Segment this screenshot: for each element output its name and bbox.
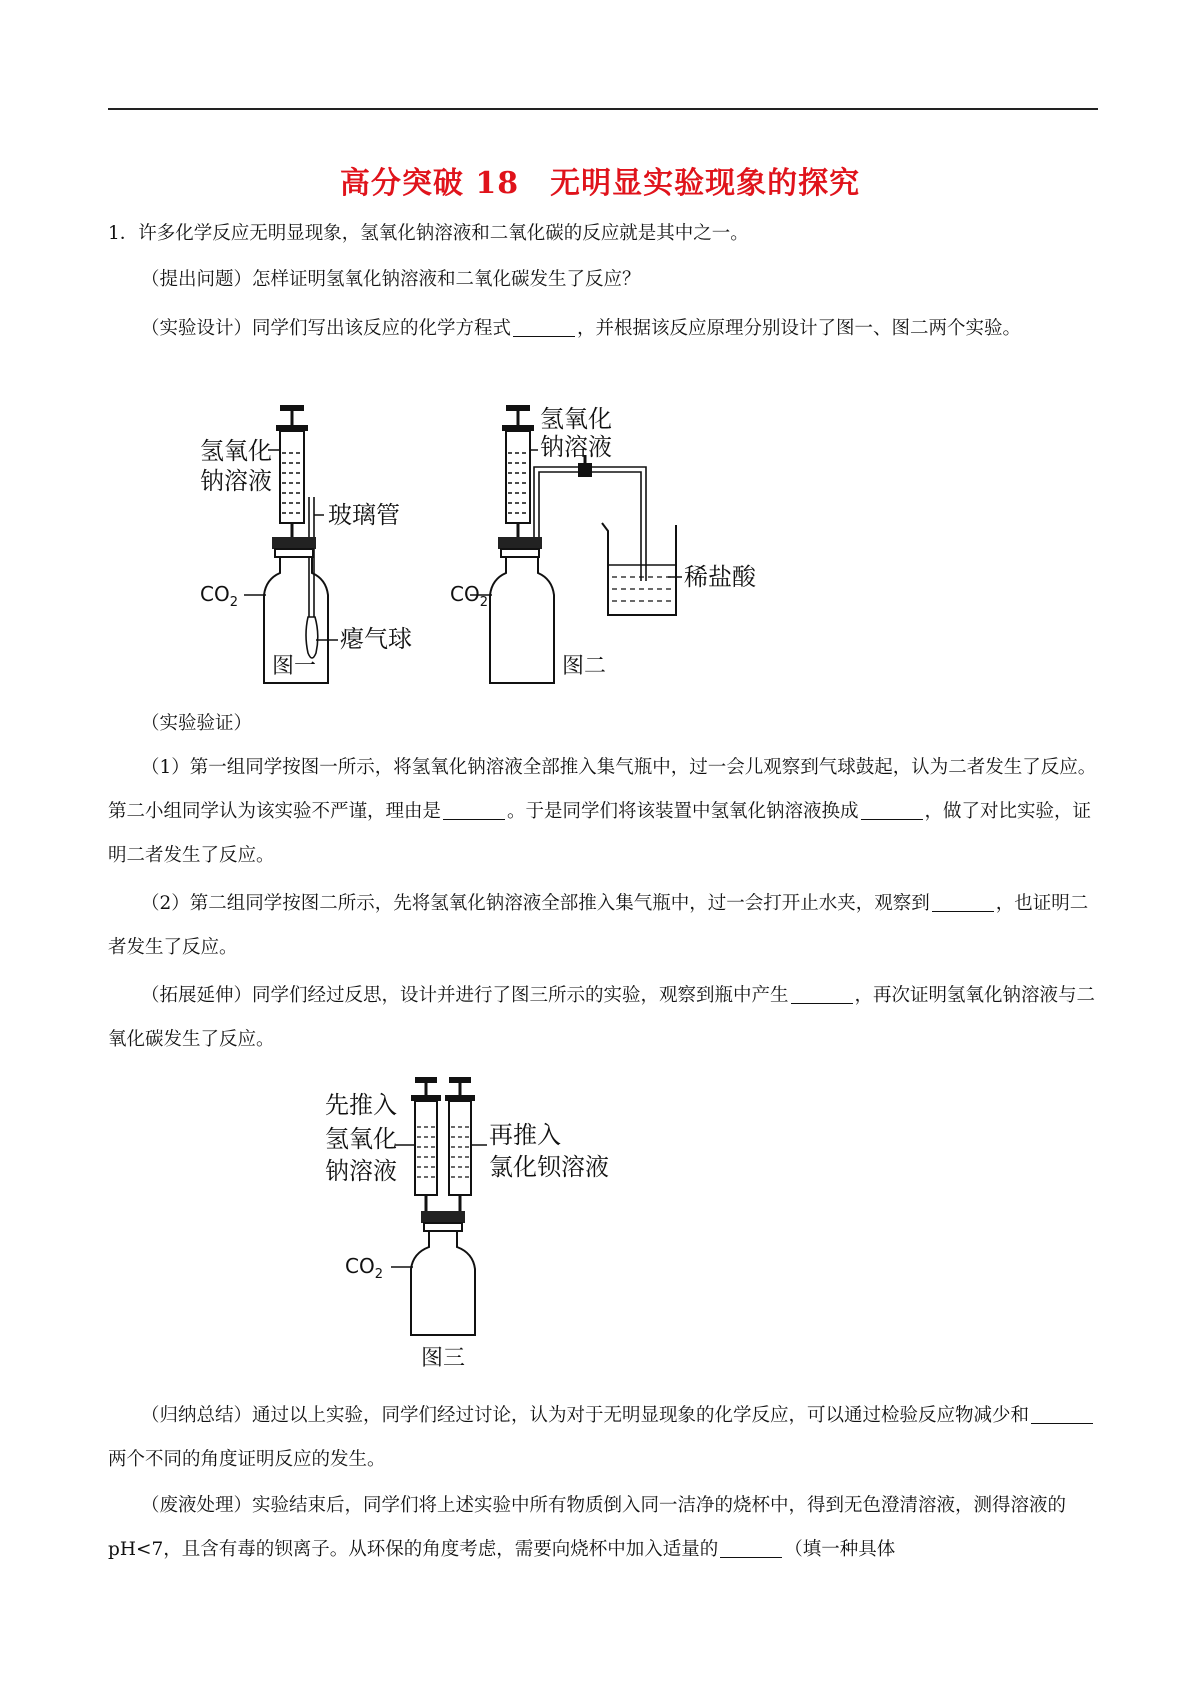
fig1-label-co2 bbox=[200, 582, 238, 610]
answer-blank[interactable] bbox=[1031, 1401, 1093, 1424]
figure-two-diagram bbox=[450, 405, 770, 695]
fig3-label-first-2: 氢氧化 bbox=[325, 1125, 397, 1153]
v1-text-b: 。于是同学们将该装置中氢氧化钠溶液换成 bbox=[507, 801, 859, 822]
fig2-label-naoh-2: 钠溶液 bbox=[540, 433, 612, 461]
verify-part-1 bbox=[108, 746, 1098, 878]
fig2-co2-sub: 2 bbox=[479, 595, 488, 610]
fig3-label-then-1: 再推入 bbox=[489, 1121, 561, 1149]
q1-intro bbox=[108, 212, 1098, 256]
fig1-co2-sub: 2 bbox=[229, 595, 238, 610]
figure-three-diagram bbox=[325, 1077, 615, 1377]
fig1-co2-main: CO bbox=[200, 582, 230, 606]
figure-one bbox=[200, 405, 440, 695]
answer-blank[interactable] bbox=[720, 1535, 782, 1558]
sum-text-a: （归纳总结）通过以上实验，同学们经过讨论，认为对于无明显现象的化学反应，可以通过检验反应物减少和 bbox=[141, 1405, 1030, 1426]
fig3-co2-main: CO bbox=[345, 1254, 375, 1278]
fig1-label-naoh-2: 钠溶液 bbox=[200, 467, 272, 495]
fig2-label-hcl: 稀盐酸 bbox=[684, 563, 756, 591]
figure-two bbox=[450, 405, 770, 695]
v1-text-c: ，做了对比实验，证明二者发生了反应。 bbox=[108, 801, 1092, 866]
fig3-label-then-2: 氯化钡溶液 bbox=[489, 1153, 609, 1181]
fig2-label-co2 bbox=[450, 582, 488, 610]
fig1-label-balloon: 瘪气球 bbox=[340, 625, 412, 653]
waste-text-b: （填一种具体 bbox=[784, 1539, 896, 1560]
fig3-label-co2 bbox=[345, 1254, 383, 1282]
v2-text-a: （2）第二组同学按图二所示，先将氢氧化钠溶液全部推入集气瓶中，过一会打开止水夹，观察到 bbox=[141, 893, 930, 914]
answer-blank[interactable] bbox=[791, 981, 853, 1004]
fig3-label-first-1: 先推入 bbox=[325, 1091, 397, 1119]
q1-design-text-a: （实验设计）同学们写出该反应的化学方程式 bbox=[141, 318, 512, 339]
extension bbox=[108, 974, 1098, 1062]
waste-text-a: （废液处理）实验结束后，同学们将上述实验中所有物质倒入同一洁净的烧杯中，得到无色澄清溶液，测得溶液的 pH<7，且含有毒的钡离子。从环保的角度考虑，需要向烧杯中加入适量的 bbox=[108, 1495, 1067, 1560]
answer-blank[interactable] bbox=[443, 797, 505, 820]
answer-blank[interactable] bbox=[513, 314, 575, 337]
top-rule bbox=[108, 108, 1098, 110]
q1-problem bbox=[108, 258, 1098, 302]
answer-blank[interactable] bbox=[861, 797, 923, 820]
v1-text-a: （1）第一组同学按图一所示，将氢氧化钠溶液全部推入集气瓶中，过一会儿观察到气球鼓起，认为二者发生了反应。第二小组同学认为该实验不严谨，理由是 bbox=[108, 757, 1097, 822]
fig2-caption: 图二 bbox=[562, 654, 607, 679]
q1-design-text-b: ，并根据该反应原理分别设计了图一、图二两个实验。 bbox=[577, 318, 1022, 339]
q1-problem-text: （提出问题）怎样证明氢氧化钠溶液和二氧化碳发生了反应？ bbox=[141, 269, 641, 290]
q1-design bbox=[108, 307, 1098, 351]
verify-heading bbox=[108, 702, 1098, 746]
sum-text-b: 两个不同的角度证明反应的发生。 bbox=[108, 1449, 386, 1470]
fig3-caption: 图三 bbox=[421, 1346, 466, 1371]
fig2-co2-main: CO bbox=[450, 582, 480, 606]
fig2-label-naoh-1: 氢氧化 bbox=[540, 405, 612, 433]
answer-blank[interactable] bbox=[932, 889, 994, 912]
ext-text-a: （拓展延伸）同学们经过反思，设计并进行了图三所示的实验，观察到瓶中产生 bbox=[141, 985, 789, 1006]
fig3-co2-sub: 2 bbox=[374, 1267, 383, 1282]
waste-treatment bbox=[108, 1484, 1098, 1572]
verify-heading-text: （实验验证） bbox=[141, 713, 253, 734]
fig1-label-naoh-1: 氢氧化 bbox=[200, 437, 272, 465]
q1-intro-text: 1．许多化学反应无明显现象，氢氧化钠溶液和二氧化碳的反应就是其中之一。 bbox=[108, 223, 749, 244]
fig1-caption: 图一 bbox=[272, 654, 317, 679]
fig3-label-first-3: 钠溶液 bbox=[325, 1157, 397, 1185]
v2-text-b: ，也证明二者发生了反应。 bbox=[108, 893, 1089, 958]
figure-one-diagram bbox=[200, 405, 440, 695]
figure-three bbox=[325, 1077, 615, 1377]
page-title: 高分突破 18 无明显实验现象的探究 bbox=[339, 166, 861, 201]
verify-part-2 bbox=[108, 882, 1098, 970]
summary bbox=[108, 1394, 1098, 1482]
ext-text-b: ，再次证明氢氧化钠溶液与二氧化碳发生了反应。 bbox=[108, 985, 1096, 1050]
fig1-label-glass-tube: 玻璃管 bbox=[328, 501, 400, 529]
